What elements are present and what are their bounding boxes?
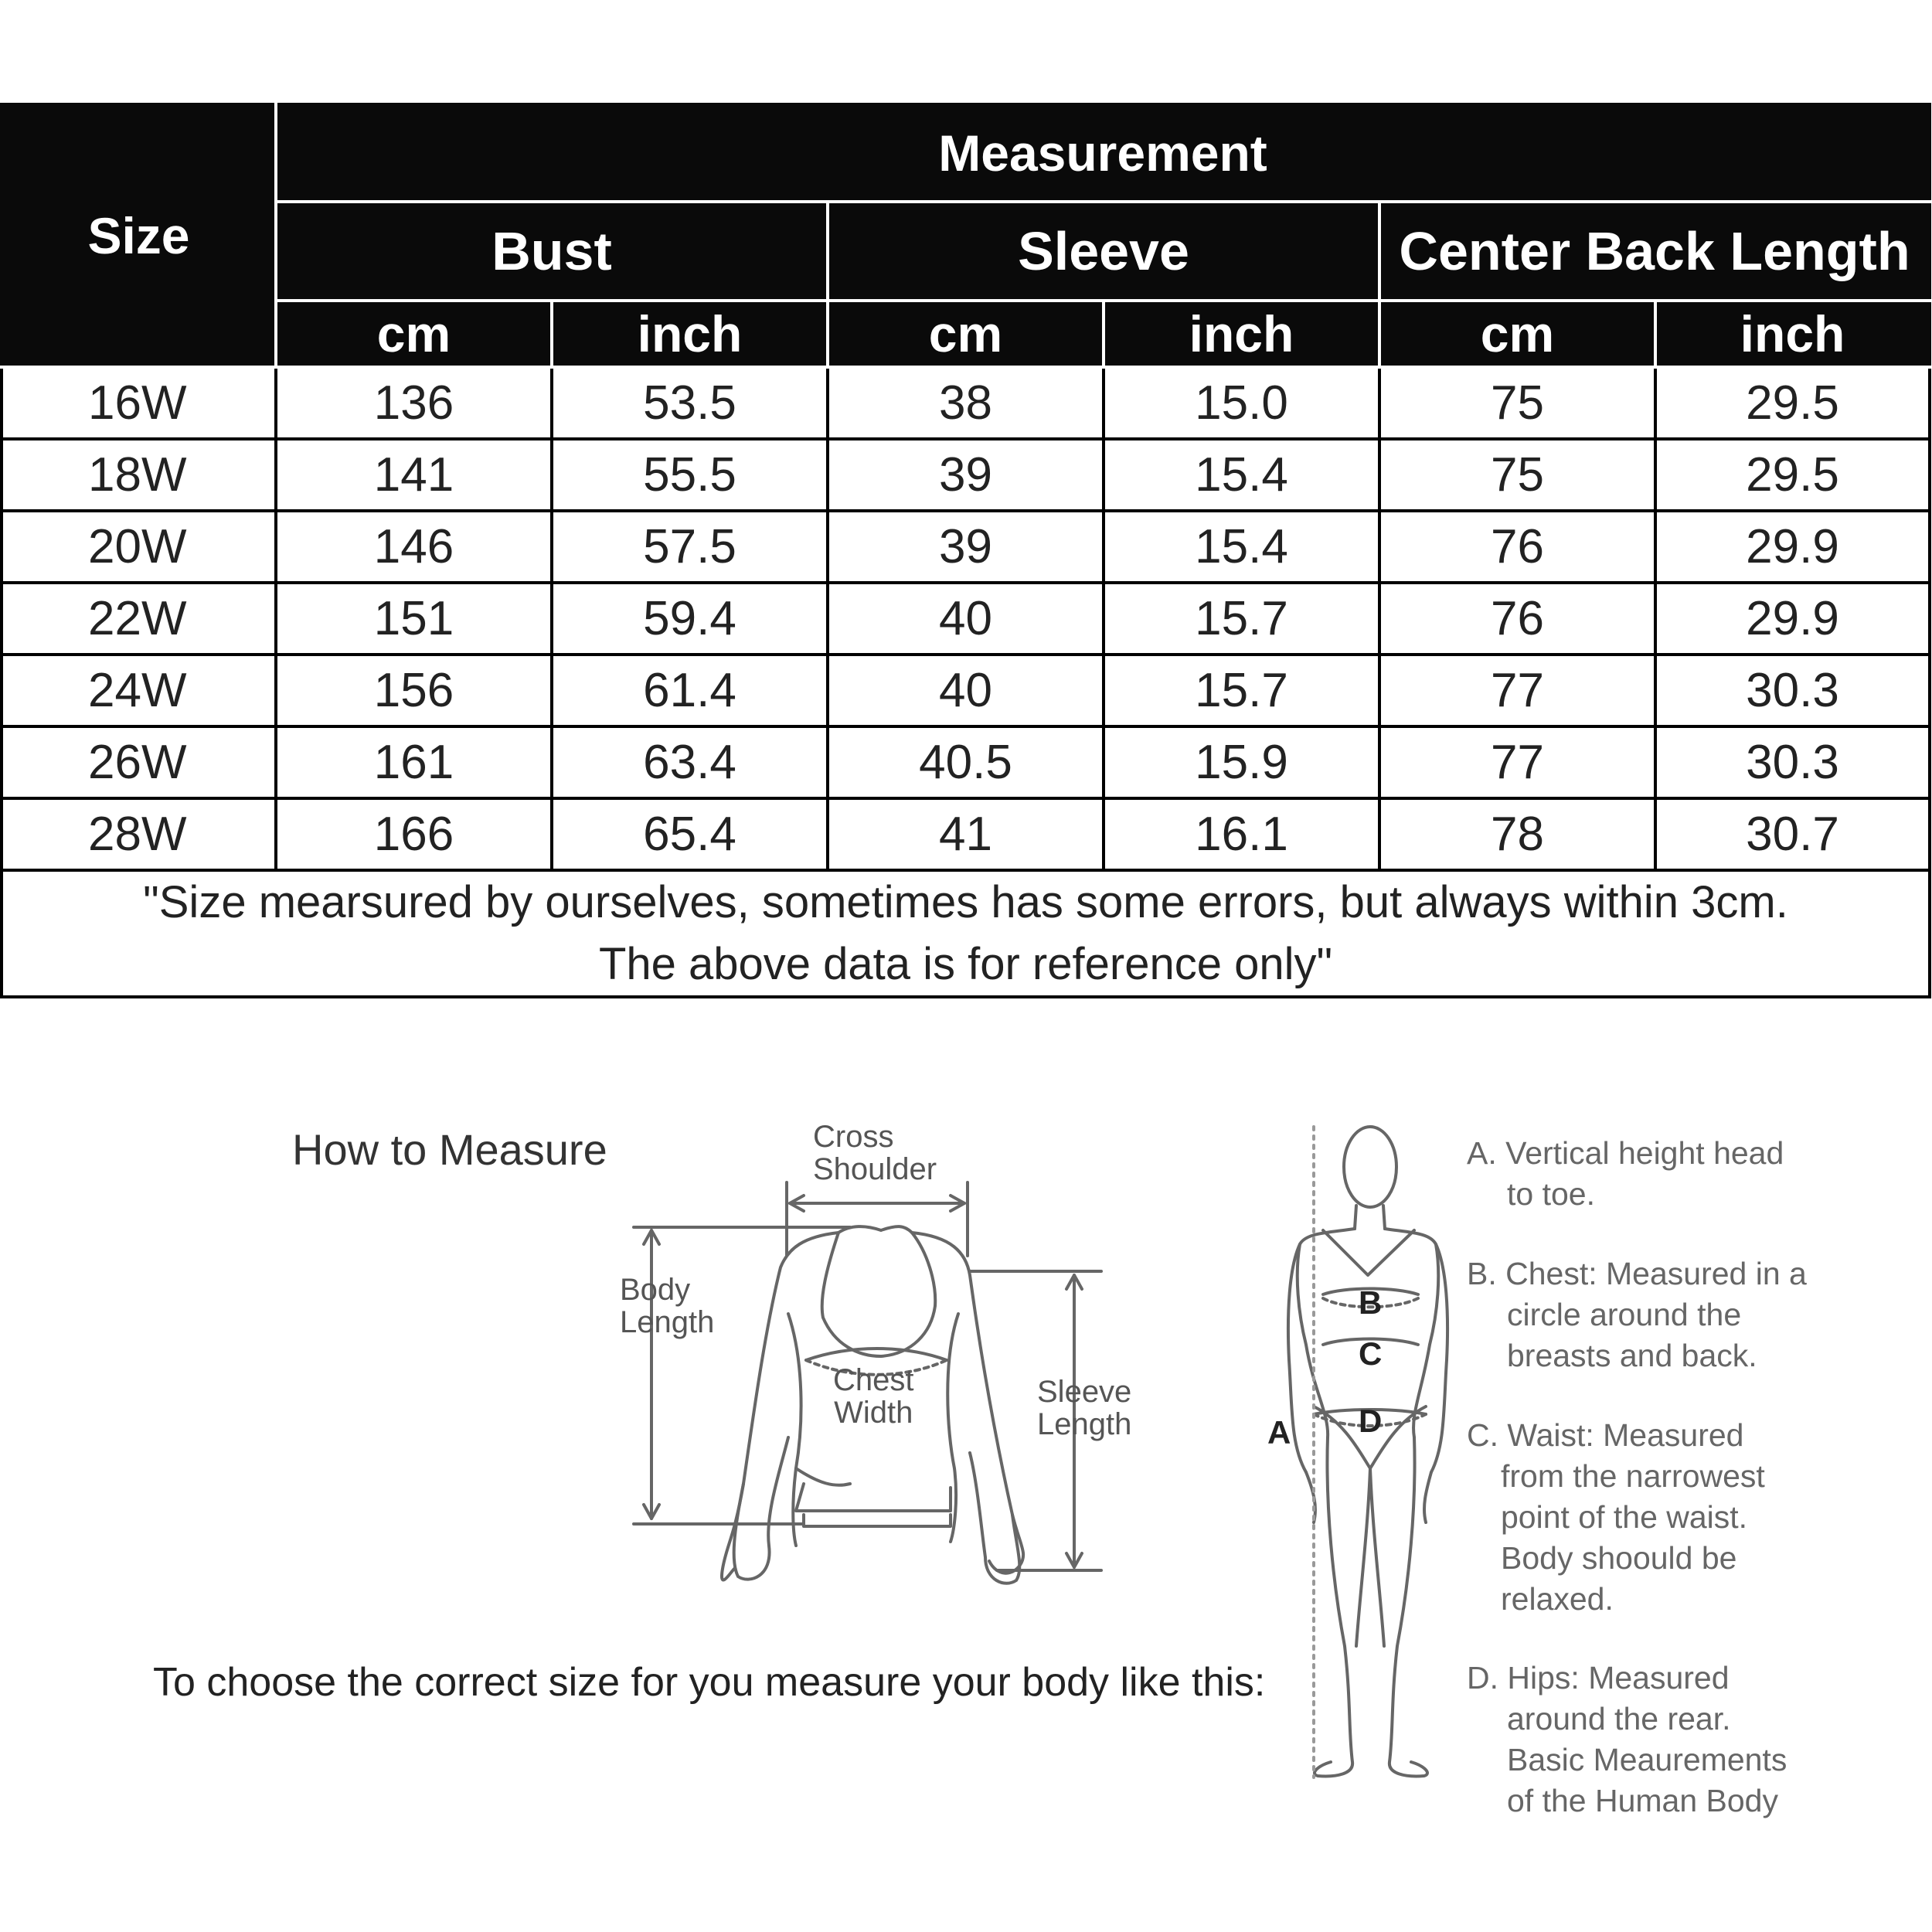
legend-line: from the narrowest	[1501, 1458, 1765, 1494]
value-cell: 55.5	[552, 439, 828, 511]
value-cell: 29.5	[1655, 439, 1930, 511]
value-cell: 59.4	[552, 583, 828, 655]
value-cell: 29.9	[1655, 511, 1930, 583]
sleeve-length-label	[1037, 1376, 1131, 1440]
value-cell: 30.3	[1655, 726, 1930, 798]
note-line: "Size mearsured by ourselves, sometimes has some errors, but always within 3cm.	[143, 877, 1788, 927]
value-cell: 76	[1379, 511, 1655, 583]
cross-shoulder-label	[813, 1121, 937, 1185]
value-cell: 53.5	[552, 367, 828, 439]
value-cell: 15.7	[1104, 583, 1379, 655]
value-cell: 75	[1379, 367, 1655, 439]
value-cell: 161	[276, 726, 552, 798]
legend-d	[1467, 1658, 1787, 1821]
value-cell: 40	[828, 583, 1104, 655]
human-body-diagram	[1288, 1127, 1447, 1777]
label-line: Width	[834, 1396, 913, 1430]
label-line: Sleeve	[1037, 1375, 1132, 1409]
legend-line: around the rear.	[1507, 1701, 1731, 1736]
value-cell: 57.5	[552, 511, 828, 583]
legend-line: Basic Meaurements	[1507, 1742, 1787, 1777]
value-cell: 41	[828, 798, 1104, 870]
center-back-length-header: Center Back Length	[1379, 202, 1930, 301]
label-line: Body	[620, 1273, 691, 1307]
size-cell: 18W	[2, 439, 276, 511]
unit-header: inch	[1104, 301, 1379, 367]
value-cell: 166	[276, 798, 552, 870]
value-cell: 78	[1379, 798, 1655, 870]
value-cell: 39	[828, 511, 1104, 583]
value-cell: 15.4	[1104, 439, 1379, 511]
value-cell: 77	[1379, 726, 1655, 798]
legend-line: A. Vertical height head	[1467, 1135, 1784, 1171]
label-line: Shoulder	[813, 1152, 937, 1186]
body-letter-a: A	[1267, 1414, 1291, 1451]
chest-width-label	[833, 1364, 914, 1429]
size-column-header: Size	[2, 104, 276, 367]
legend-line: point of the waist.	[1501, 1499, 1748, 1535]
size-cell: 28W	[2, 798, 276, 870]
value-cell: 39	[828, 439, 1104, 511]
how-to-measure-title: How to Measure	[292, 1125, 607, 1174]
value-cell: 65.4	[552, 798, 828, 870]
label-line: Length	[1037, 1407, 1132, 1441]
body-length-label	[620, 1274, 714, 1338]
legend-line: D. Hips: Measured	[1467, 1660, 1730, 1696]
sleeve-header: Sleeve	[828, 202, 1379, 301]
value-cell: 141	[276, 439, 552, 511]
body-letter-c: C	[1359, 1335, 1383, 1372]
legend-c	[1467, 1415, 1765, 1620]
legend-line: of the Human Body	[1507, 1783, 1778, 1818]
note-line: The above data is for reference only"	[598, 939, 1333, 989]
value-cell: 75	[1379, 439, 1655, 511]
label-line: Length	[620, 1305, 715, 1339]
label-line: Chest	[833, 1363, 914, 1397]
value-cell: 151	[276, 583, 552, 655]
size-cell: 20W	[2, 511, 276, 583]
unit-header: cm	[276, 301, 552, 367]
value-cell: 29.9	[1655, 583, 1930, 655]
value-cell: 156	[276, 655, 552, 726]
legend-line: to toe.	[1507, 1176, 1595, 1212]
value-cell: 30.3	[1655, 655, 1930, 726]
legend-line: relaxed.	[1501, 1581, 1614, 1617]
unit-header: cm	[1379, 301, 1655, 367]
unit-header: inch	[1655, 301, 1930, 367]
size-cell: 16W	[2, 367, 276, 439]
measure-instruction: To choose the correct size for you measure your body like this:	[153, 1660, 1266, 1705]
value-cell: 61.4	[552, 655, 828, 726]
value-cell: 16.1	[1104, 798, 1379, 870]
value-cell: 77	[1379, 655, 1655, 726]
value-cell: 30.7	[1655, 798, 1930, 870]
size-cell: 26W	[2, 726, 276, 798]
value-cell: 40	[828, 655, 1104, 726]
value-cell: 29.5	[1655, 367, 1930, 439]
value-cell: 15.4	[1104, 511, 1379, 583]
legend-a	[1467, 1133, 1784, 1215]
legend-line: Body shoould be	[1501, 1540, 1737, 1576]
legend-line: breasts and back.	[1507, 1338, 1757, 1373]
bust-header: Bust	[276, 202, 828, 301]
value-cell: 15.9	[1104, 726, 1379, 798]
measurement-header: Measurement	[276, 104, 1930, 202]
value-cell: 76	[1379, 583, 1655, 655]
size-cell: 22W	[2, 583, 276, 655]
value-cell: 146	[276, 511, 552, 583]
legend-b	[1467, 1253, 1807, 1376]
unit-header: inch	[552, 301, 828, 367]
legend-line: C. Waist: Measured	[1467, 1417, 1744, 1453]
value-cell: 38	[828, 367, 1104, 439]
value-cell: 40.5	[828, 726, 1104, 798]
body-letter-b: B	[1359, 1284, 1383, 1321]
value-cell: 136	[276, 367, 552, 439]
legend-line: circle around the	[1507, 1297, 1742, 1332]
size-cell: 24W	[2, 655, 276, 726]
value-cell: 15.7	[1104, 655, 1379, 726]
value-cell: 15.0	[1104, 367, 1379, 439]
legend-line: B. Chest: Measured in a	[1467, 1256, 1807, 1291]
value-cell: 63.4	[552, 726, 828, 798]
body-letter-d: D	[1359, 1403, 1383, 1439]
label-line: Cross	[813, 1120, 894, 1154]
unit-header: cm	[828, 301, 1104, 367]
